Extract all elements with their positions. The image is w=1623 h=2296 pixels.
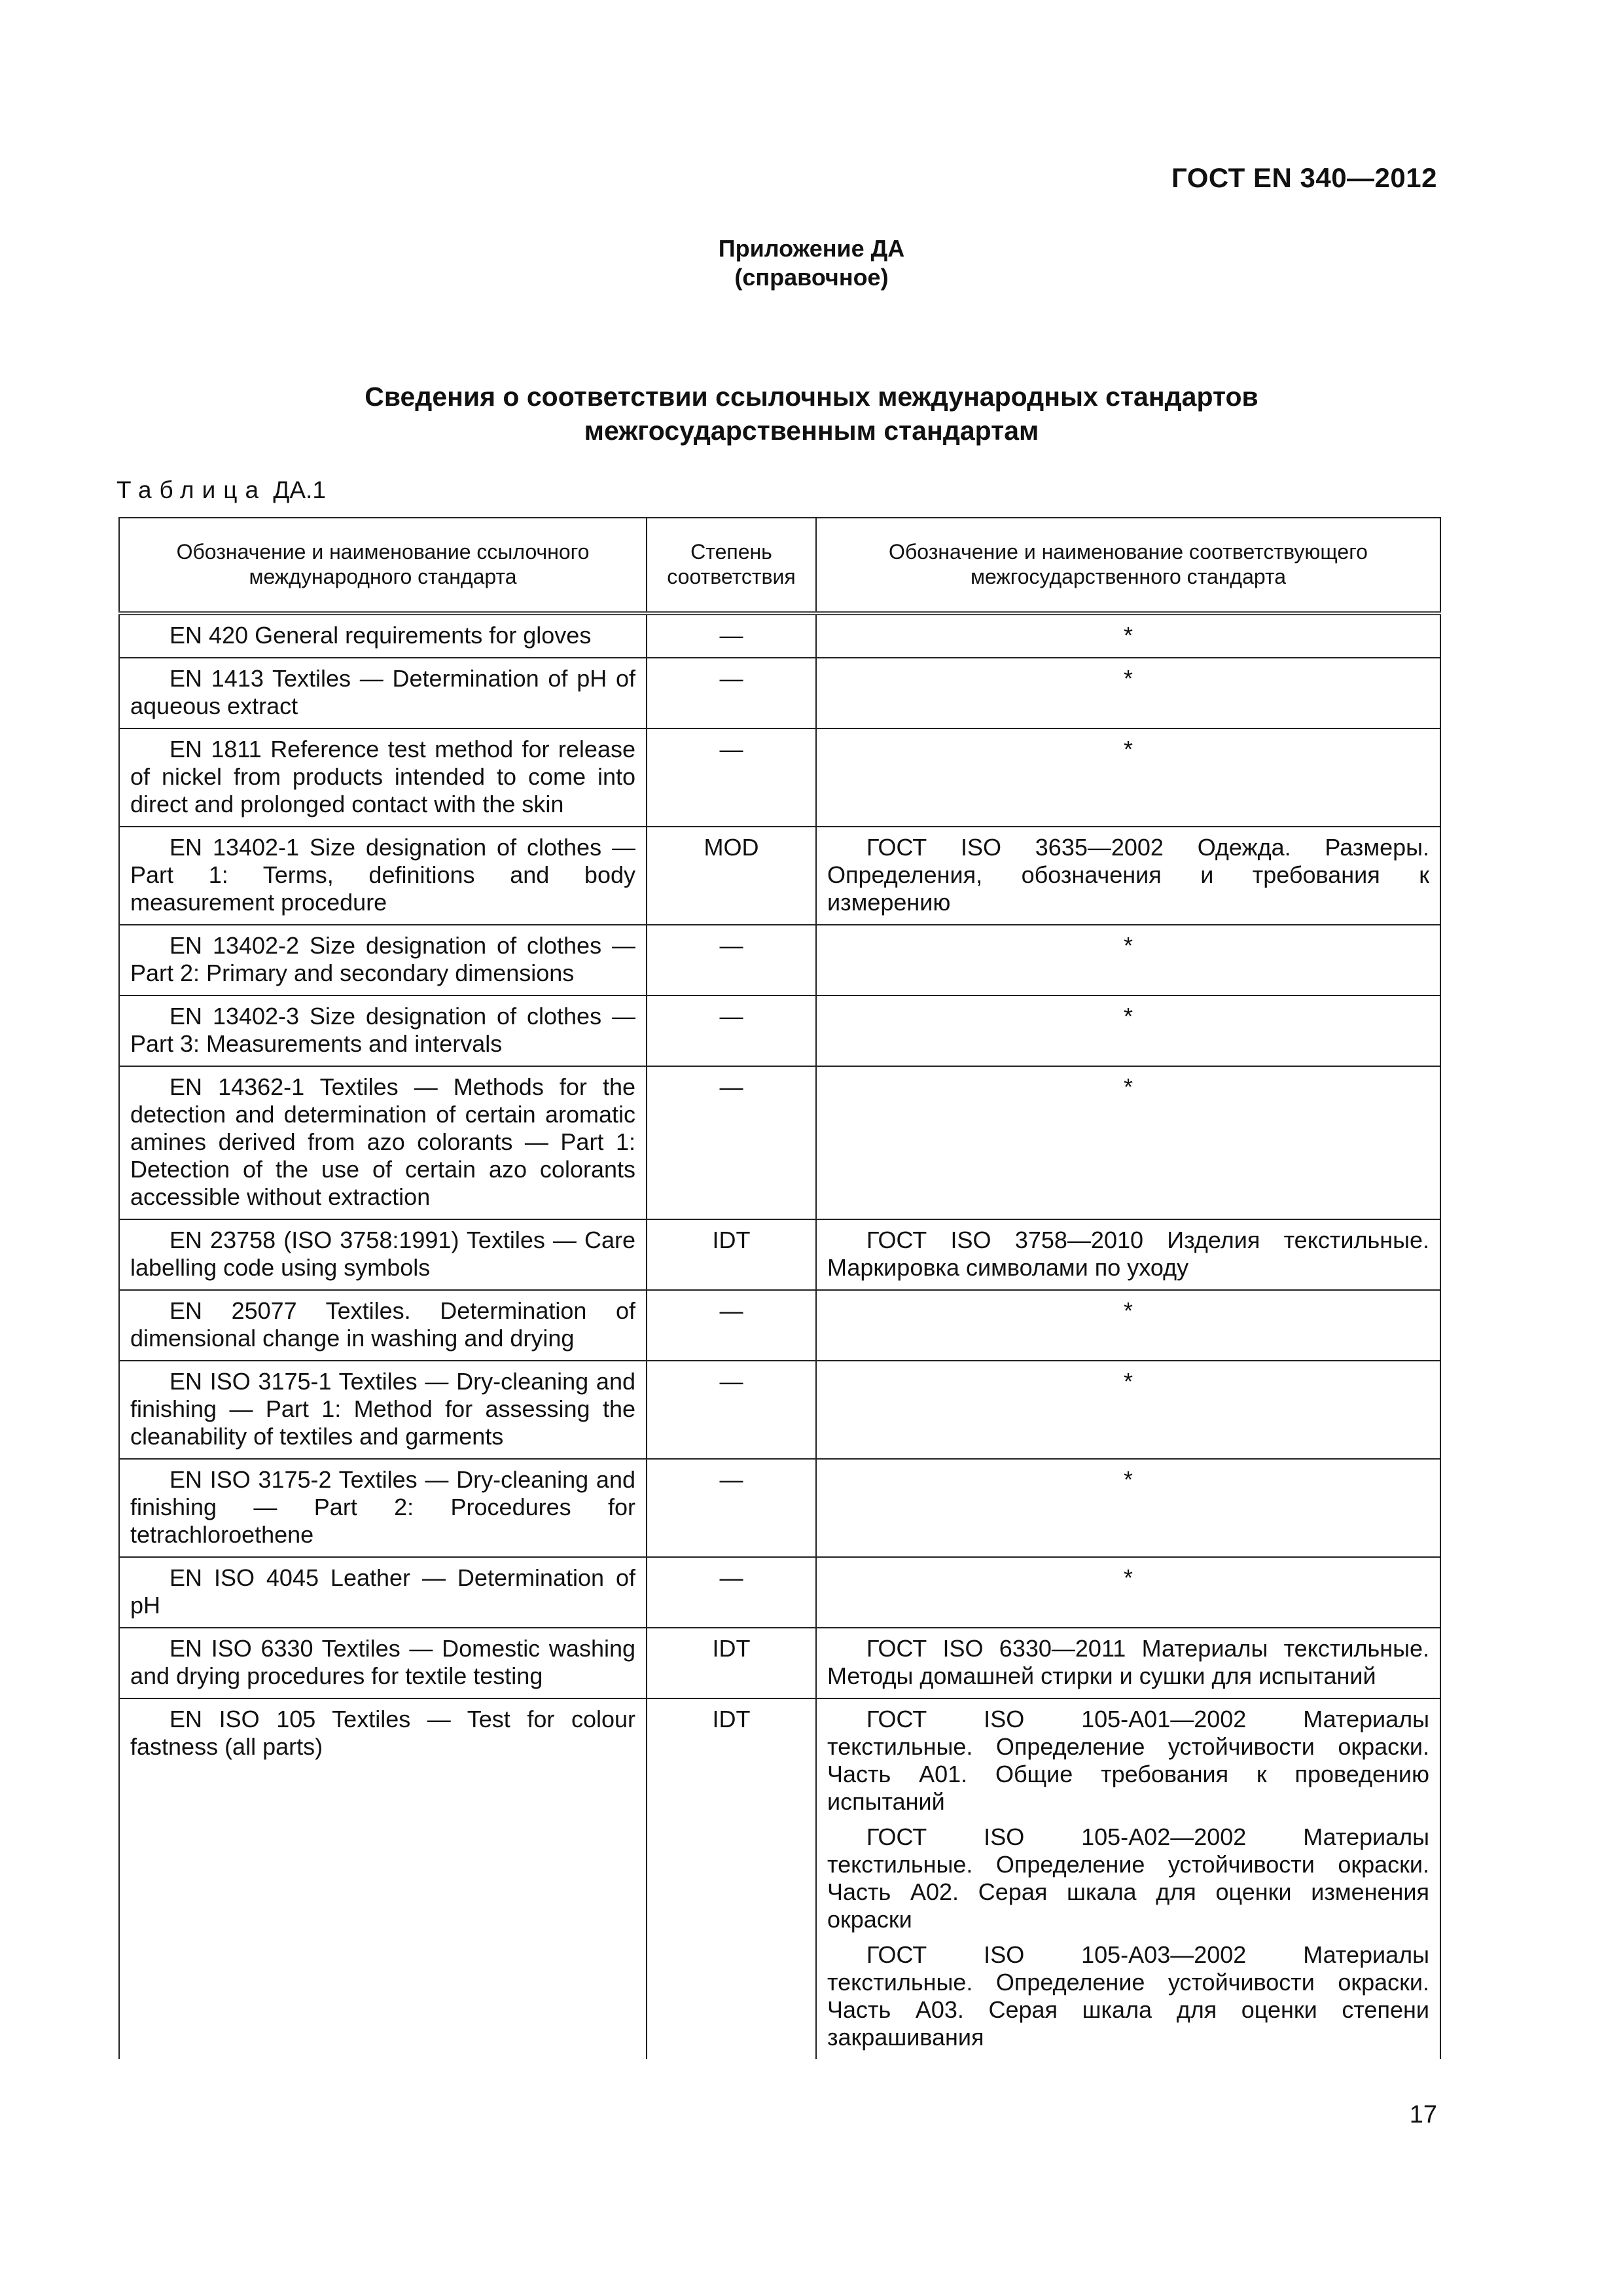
reference-standard-cell xyxy=(119,1361,647,1459)
table-row xyxy=(119,1459,1440,1557)
reference-standard-text: EN 420 General requirements for gloves xyxy=(169,622,592,649)
degree-cell: — xyxy=(647,613,816,658)
not-applicable-mark: * xyxy=(1123,736,1133,762)
reference-standard-text: EN ISO 105 Textiles — Test for colour fastness (all parts) xyxy=(130,1706,635,1760)
corresponding-standard-cell xyxy=(816,1557,1440,1628)
reference-standard-cell xyxy=(119,1219,647,1290)
degree-cell: — xyxy=(647,728,816,827)
table-row xyxy=(119,1361,1440,1459)
reference-standard-text: EN 25077 Textiles. Determination of dimensional change in washing and drying xyxy=(130,1297,635,1352)
degree-cell: — xyxy=(647,1557,816,1628)
table-row xyxy=(119,1066,1440,1219)
main-title-line-1: Сведения о соответствии ссылочных международных стандартов xyxy=(365,382,1258,412)
appendix-title: Приложение ДА xyxy=(718,235,905,262)
corresponding-standard-cell xyxy=(816,1361,1440,1459)
corresponding-standard-cell xyxy=(816,1698,1440,2059)
table-row xyxy=(119,1219,1440,1290)
table-header-row xyxy=(119,518,1440,613)
degree-cell: — xyxy=(647,1066,816,1219)
reference-standard-text: EN 14362-1 Textiles — Methods for the detection and determination of certain aromatic amines derived from azo colorants — Part 1: Detection of the use of certain azo colorants accessible without extraction xyxy=(130,1073,635,1210)
corresponding-standard-cell xyxy=(816,1628,1440,1698)
table-row xyxy=(119,1698,1440,2059)
degree-cell: — xyxy=(647,925,816,996)
reference-standard-text: EN 13402-2 Size designation of clothes — Part 2: Primary and secondary dimensions xyxy=(130,932,635,986)
reference-standard-cell xyxy=(119,1628,647,1698)
reference-standard-text: EN ISO 3175-2 Textiles — Dry-cleaning and finishing — Part 2: Procedures for tetrachloroethene xyxy=(130,1466,635,1548)
corresponding-standard-cell xyxy=(816,1290,1440,1361)
table-row xyxy=(119,1628,1440,1698)
reference-standard-cell xyxy=(119,1290,647,1361)
reference-standard-cell xyxy=(119,728,647,827)
corresponding-standard-text: ГОСТ ISO 105-A01—2002 Материалы текстильные. Определение устойчивости окраски. Часть A01. Общие требования к проведению испытаний xyxy=(827,1706,1429,1815)
corresponding-standard-text: ГОСТ ISO 105-A03—2002 Материалы текстильные. Определение устойчивости окраски. Часть A03. Серая шкала для оценки степени закрашивания xyxy=(827,1941,1429,2051)
reference-standard-cell xyxy=(119,658,647,728)
header-corresponding-standard: Обозначение и наименование соответствующего межгосударственного стандарта xyxy=(816,518,1440,613)
corresponding-standard-cell xyxy=(816,827,1440,925)
table-label-word: Таблица xyxy=(116,476,267,503)
table-row xyxy=(119,1290,1440,1361)
appendix-subtitle: (справочное) xyxy=(734,264,889,291)
reference-standard-text: EN ISO 4045 Leather — Determination of pH xyxy=(130,1564,635,1619)
not-applicable-mark: * xyxy=(1123,1368,1133,1395)
not-applicable-mark: * xyxy=(1123,1297,1133,1324)
not-applicable-mark: * xyxy=(1123,1003,1133,1030)
page-number: 17 xyxy=(1409,2101,1437,2128)
reference-standard-cell xyxy=(119,613,647,658)
not-applicable-mark: * xyxy=(1123,622,1133,649)
reference-standard-cell xyxy=(119,1066,647,1219)
header-degree: Степень соответствия xyxy=(647,518,816,613)
table-row xyxy=(119,658,1440,728)
appendix-heading xyxy=(0,234,1623,292)
reference-standard-cell xyxy=(119,996,647,1066)
corresponding-standard-cell xyxy=(816,728,1440,827)
not-applicable-mark: * xyxy=(1123,1564,1133,1591)
main-title-line-2: межгосударственным стандартам xyxy=(584,416,1039,446)
reference-standard-cell xyxy=(119,1459,647,1557)
table-row xyxy=(119,827,1440,925)
corresponding-standard-cell xyxy=(816,1459,1440,1557)
corresponding-standard-text: ГОСТ ISO 3758—2010 Изделия текстильные. Маркировка символами по уходу xyxy=(827,1227,1429,1281)
not-applicable-mark: * xyxy=(1123,932,1133,959)
reference-standard-cell xyxy=(119,827,647,925)
degree-cell: MOD xyxy=(647,827,816,925)
degree-cell: — xyxy=(647,996,816,1066)
reference-standard-cell xyxy=(119,1698,647,2059)
corresponding-standard-text: ГОСТ ISO 105-A02—2002 Материалы текстильные. Определение устойчивости окраски. Часть A02. Серая шкала для оценки изменения окраски xyxy=(827,1823,1429,1933)
table-body xyxy=(119,613,1440,2059)
table-row xyxy=(119,996,1440,1066)
corresponding-standard-cell xyxy=(816,613,1440,658)
corresponding-standard-text: ГОСТ ISO 3635—2002 Одежда. Размеры. Определения, обозначения и требования к измерению xyxy=(827,834,1429,916)
table-row xyxy=(119,613,1440,658)
reference-standard-text: EN 1413 Textiles — Determination of pH of aqueous extract xyxy=(130,665,635,719)
table-row xyxy=(119,925,1440,996)
corresponding-standard-cell xyxy=(816,996,1440,1066)
degree-cell: IDT xyxy=(647,1628,816,1698)
header-reference-standard: Обозначение и наименование ссылочного международного стандарта xyxy=(119,518,647,613)
table-label-number: ДА.1 xyxy=(273,476,326,503)
corresponding-standard-cell xyxy=(816,658,1440,728)
degree-cell: IDT xyxy=(647,1698,816,2059)
reference-standard-text: EN 13402-3 Size designation of clothes — Part 3: Measurements and intervals xyxy=(130,1003,635,1057)
main-title xyxy=(0,380,1623,448)
degree-cell: — xyxy=(647,1290,816,1361)
table-row xyxy=(119,1557,1440,1628)
degree-cell: — xyxy=(647,658,816,728)
degree-cell: — xyxy=(647,1361,816,1459)
not-applicable-mark: * xyxy=(1123,1073,1133,1100)
reference-standard-cell xyxy=(119,925,647,996)
degree-cell: IDT xyxy=(647,1219,816,1290)
not-applicable-mark: * xyxy=(1123,665,1133,692)
corresponding-standard-cell xyxy=(816,925,1440,996)
corresponding-standard-cell xyxy=(816,1219,1440,1290)
degree-cell: — xyxy=(647,1459,816,1557)
corresponding-standard-cell xyxy=(816,1066,1440,1219)
reference-standard-text: EN ISO 6330 Textiles — Domestic washing and drying procedures for textile testing xyxy=(130,1635,635,1689)
correspondence-table xyxy=(118,517,1441,2059)
table-label xyxy=(116,476,326,504)
not-applicable-mark: * xyxy=(1123,1466,1133,1493)
reference-standard-text: EN 23758 (ISO 3758:1991) Textiles — Care labelling code using symbols xyxy=(130,1227,635,1281)
document-code: ГОСТ EN 340—2012 xyxy=(1171,162,1437,193)
reference-standard-text: EN 1811 Reference test method for release of nickel from products intended to come into direct and prolonged contact with the skin xyxy=(130,736,635,817)
reference-standard-text: EN ISO 3175-1 Textiles — Dry-cleaning and finishing — Part 1: Method for assessing the cleanability of textiles and garments xyxy=(130,1368,635,1450)
corresponding-standard-text: ГОСТ ISO 6330—2011 Материалы текстильные. Методы домашней стирки и сушки для испытаний xyxy=(827,1635,1429,1689)
reference-standard-text: EN 13402-1 Size designation of clothes — Part 1: Terms, definitions and body measurement procedure xyxy=(130,834,635,916)
reference-standard-cell xyxy=(119,1557,647,1628)
table-row xyxy=(119,728,1440,827)
